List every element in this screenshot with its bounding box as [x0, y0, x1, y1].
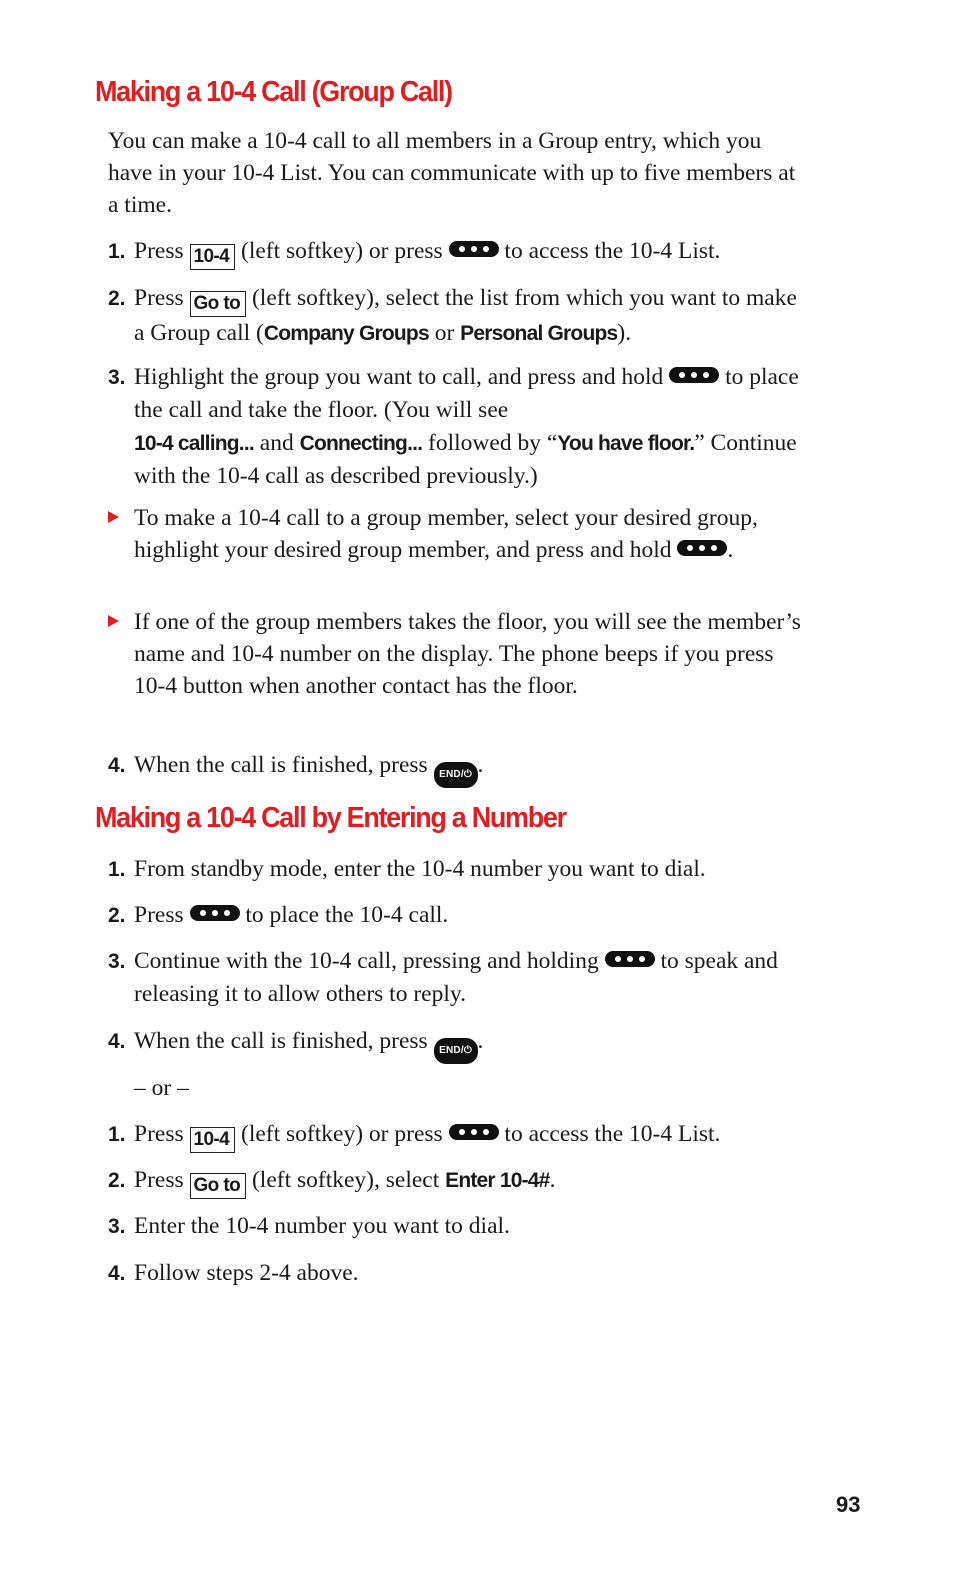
step-2: 2. Press Go to (left softkey), select the list from which you want to make a Group call (Company Groups or Personal Groups). [108, 285, 797, 346]
ptt-button-icon [449, 1124, 499, 1140]
ptt-button-icon [605, 951, 655, 967]
softkey-10-4: 10-4 [190, 244, 236, 270]
ptt-button-icon [190, 905, 240, 921]
s2-step-2: 2. Press to place the 10-4 call. [108, 902, 449, 928]
display-connecting: Connecting... [299, 432, 423, 455]
s2-step-1: 1. From standby mode, enter the 10-4 number you want to dial. [108, 856, 706, 882]
option-company-groups: Company Groups [263, 322, 429, 345]
softkey-go-to: Go to [190, 1173, 247, 1199]
end-key-icon: END/⏻ [434, 1038, 478, 1064]
softkey-10-4: 10-4 [190, 1127, 236, 1153]
option-personal-groups: Personal Groups [460, 322, 618, 345]
s2-step-3: 3. Continue with the 10-4 call, pressing and holding to speak and releasing it to allow others to reply. [108, 948, 778, 1007]
step-4: 4. When the call is finished, press END/⏻ . [108, 749, 808, 788]
ptt-button-icon [669, 367, 719, 383]
alt-step-3: 3. Enter the 10-4 number you want to dial. [108, 1213, 510, 1239]
alt-step-2: 2. Press Go to (left softkey), select Enter 10-4#. [108, 1164, 808, 1199]
intro-paragraph: You can make a 10-4 call to all members in a Group entry, which you have in your 10-4 List. You can communicate with up to five members at a time. [108, 128, 796, 218]
softkey-go-to: Go to [190, 291, 247, 317]
display-you-have-floor: You have floor. [557, 432, 695, 455]
alt-step-1: 1. Press 10-4 (left softkey) or press to access the 10-4 List. [108, 1118, 808, 1153]
or-separator: – or – [134, 1075, 189, 1101]
s2-step-4: 4. When the call is finished, press END/⏻ . [108, 1025, 808, 1064]
bullet-member-floor: If one of the group members takes the floor, you will see the member’s name and 10-4 number on the display. The phone beeps if you press 10-4 button when another contact has the floor. [108, 606, 808, 702]
option-enter-10-4: Enter 10-4# [445, 1169, 550, 1192]
bullet-arrow-icon [108, 615, 119, 627]
step-1: 1. Press 10-4 (left softkey) or press to access the 10-4 List. [108, 235, 808, 270]
section-title-entering-number: Making a 10-4 Call by Entering a Number [95, 802, 566, 834]
ptt-button-icon [449, 241, 499, 257]
bullet-arrow-icon [108, 511, 119, 523]
end-key-icon: END/⏻ [434, 762, 478, 788]
page-number: 93 [836, 1492, 861, 1517]
step-3: 3. Highlight the group you want to call, and press and hold to place the call and take the floor. (You will see 10-4 calling... and Connecting... followed by “You have floor.” Continue with the 10-4 call as described previously.) [108, 364, 799, 489]
bullet-group-member: To make a 10-4 call to a group member, select your desired group, highlight your desired group member, and press and hold . [108, 502, 808, 566]
section-title-group-call: Making a 10-4 Call (Group Call) [95, 76, 452, 108]
alt-step-4: 4. Follow steps 2-4 above. [108, 1260, 359, 1286]
ptt-button-icon [677, 540, 727, 556]
display-10-4-calling: 10-4 calling... [134, 432, 254, 455]
